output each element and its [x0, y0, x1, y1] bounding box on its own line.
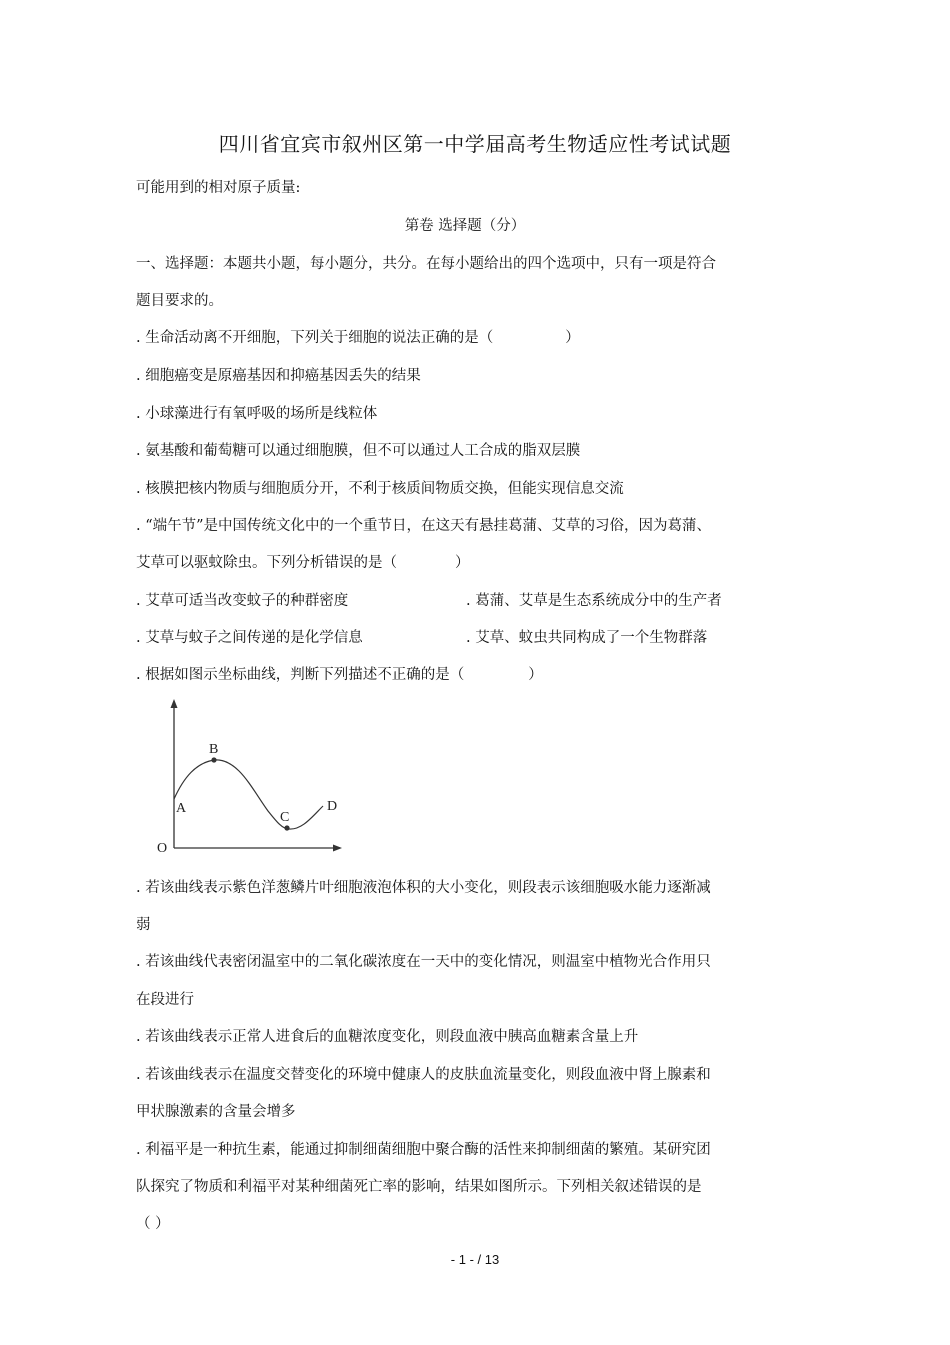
q1-stem-close: ） — [565, 330, 580, 346]
label-c: C — [280, 810, 290, 825]
atomic-mass-note: 可能用到的相对原子质量: — [136, 180, 301, 196]
page-number: - 1 - / 13 — [450, 1252, 500, 1267]
q2-option-c: . 艾草与蚊子之间传递的是化学信息 — [136, 630, 363, 646]
q4-stem-line-1: . 利福平是一种抗生素，能通过抑制细菌细胞中聚合酶的活性来抑制细菌的繁殖。某研究团 — [136, 1142, 711, 1158]
q2-stem-text: 艾草可以驱蚊除虫。下列分析错误的是（ — [136, 555, 397, 571]
q1-stem — [136, 326, 580, 347]
q4-answer-paren: （ ） — [136, 1216, 170, 1232]
q3-option-b-line-2: 在段进行 — [136, 992, 194, 1008]
q2-stem-line-2 — [136, 551, 470, 572]
q1-stem-text: . 生命活动离不开细胞，下列关于细胞的说法正确的是（ — [136, 330, 494, 346]
x-axis-arrow-icon — [333, 845, 342, 852]
point-c — [284, 825, 289, 830]
q3-stem-close: ） — [528, 667, 543, 683]
q2-option-d: . 艾草、蚊虫共同构成了一个生物群落 — [466, 630, 708, 646]
label-b: B — [209, 742, 219, 757]
q2-stem-close: ） — [455, 555, 470, 571]
q3-stem-text: . 根据如图示坐标曲线，判断下列描述不正确的是（ — [136, 667, 465, 683]
label-d: D — [327, 799, 338, 814]
q2-stem-line-1: . “端午节”是中国传统文化中的一个重节日，在这天有悬挂葛蒲、艾草的习俗，因为葛蒲、 — [136, 518, 712, 534]
label-origin: O — [157, 841, 168, 856]
q2-option-a: . 艾草可适当改变蚊子的种群密度 — [136, 593, 349, 609]
q2-option-b: . 葛蒲、艾草是生态系统成分中的生产者 — [466, 593, 722, 609]
q4-stem-line-2: 队探究了物质和利福平对某种细菌死亡率的影响，结果如图所示。下列相关叙述错误的是 — [136, 1179, 702, 1195]
section-heading: 第卷 选择题（分） — [404, 218, 526, 234]
document-title: 四川省宜宾市叙州区第一中学届高考生物适应性考试试题 — [218, 132, 732, 156]
q3-stem — [136, 663, 543, 684]
q3-option-b-line-1: . 若该曲线代表密闭温室中的二氧化碳浓度在一天中的变化情况，则温室中植物光合作用只 — [136, 954, 711, 970]
y-axis-arrow-icon — [171, 699, 178, 708]
q3-option-a-line-2: 弱 — [136, 917, 151, 933]
q3-option-a-line-1: . 若该曲线表示紫色洋葱鳞片叶细胞液泡体积的大小变化，则段表示该细胞吸水能力逐渐减 — [136, 880, 711, 896]
q1-option-a: . 细胞癌变是原癌基因和抑癌基因丢失的结果 — [136, 368, 421, 384]
instructions-line-1: 一、选择题：本题共小题，每小题分，共分。在每小题给出的四个选项中，只有一项是符合 — [136, 256, 716, 272]
label-a: A — [176, 801, 187, 816]
q1-option-b: . 小球藻进行有氧呼吸的场所是线粒体 — [136, 406, 378, 422]
q3-coordinate-curve-figure — [150, 695, 350, 860]
q1-option-c: . 氨基酸和葡萄糖可以通过细胞膜，但不可以通过人工合成的脂双层膜 — [136, 443, 581, 459]
curve — [174, 760, 323, 829]
instructions-line-2: 题目要求的。 — [136, 293, 223, 309]
q3-option-c: . 若该曲线表示正常人进食后的血糖浓度变化，则段血液中胰高血糖素含量上升 — [136, 1029, 639, 1045]
q3-option-d-line-1: . 若该曲线表示在温度交替变化的环境中健康人的皮肤血流量变化，则段血液中肾上腺素和 — [136, 1067, 711, 1083]
q3-option-d-line-2: 甲状腺激素的含量会增多 — [136, 1104, 296, 1120]
point-b — [211, 757, 216, 762]
q1-option-d: . 核膜把核内物质与细胞质分开，不利于核质间物质交换，但能实现信息交流 — [136, 481, 624, 497]
